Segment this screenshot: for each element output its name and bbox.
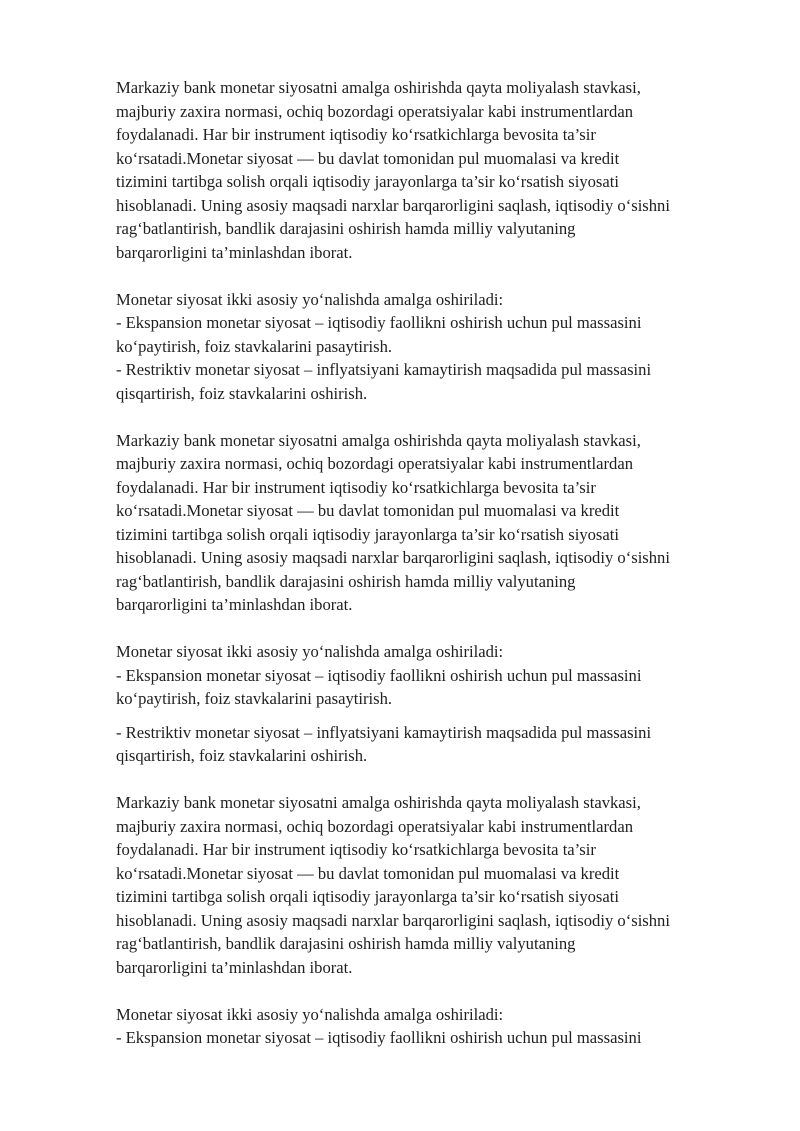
list-item-line: - Restriktiv monetar siyosat – inflyatsiyani kamaytirish maqsadida pul massasini: [116, 722, 652, 742]
list-item-line: ko‘paytirish, foiz stavkalarini pasaytirish.: [116, 336, 393, 356]
list-item-line: - Ekspansion monetar siyosat – iqtisodiy faollikni oshirish uchun pul massasini: [116, 665, 642, 685]
paragraph-spacer: [116, 405, 766, 429]
paragraph-spacer: [116, 979, 766, 1003]
paragraph-spacer: [116, 768, 766, 792]
list-item-line: qisqartirish, foiz stavkalarini oshirish.: [116, 746, 368, 765]
paragraph-5: [116, 721, 766, 768]
text-line: barqarorligini ta’minlashdan iborat.: [116, 595, 353, 614]
text-line: tizimini tartibga solish orqali iqtisodiy jarayonlarga ta’sir ko‘rsatish siyosati: [116, 172, 619, 191]
text-line: barqarorligini ta’minlashdan iborat.: [116, 242, 353, 262]
text-line: foydalanadi. Har bir instrument iqtisodiy ko‘rsatkichlarga bevosita ta’sir: [116, 477, 596, 497]
text-line: Monetar siyosat ikki asosiy yo‘nalishda amalga oshiriladi:: [116, 642, 504, 661]
text-line: ko‘rsatadi.Monetar siyosat — bu davlat tomonidan pul muomalasi va kredit: [116, 501, 620, 520]
text-line: tizimini tartibga solish orqali iqtisodiy jarayonlarga ta’sir ko‘rsatish siyosati: [116, 887, 619, 906]
paragraph-7: [116, 1003, 766, 1050]
paragraph-6: [116, 791, 766, 979]
text-line: majburiy zaxira normasi, ochiq bozordagi operatsiyalar kabi instrumentlardan: [116, 816, 633, 836]
text-line: hisoblanadi. Uning asosiy maqsadi narxlar barqarorligini saqlash, iqtisodiy o‘sishni: [116, 910, 670, 930]
text-line: hisoblanadi. Uning asosiy maqsadi narxlar barqarorligini saqlash, iqtisodiy o‘sishni: [116, 548, 670, 567]
paragraph-spacer: [116, 617, 766, 641]
text-line: rag‘batlantirish, bandlik darajasini oshirish hamda milliy valyutaning: [116, 934, 576, 953]
list-item-line: - Ekspansion monetar siyosat – iqtisodiy faollikni oshirish uchun pul massasini: [116, 313, 642, 332]
list-item-line: - Restriktiv monetar siyosat – inflyatsiyani kamaytirish maqsadida pul massasini: [116, 360, 652, 379]
text-line: barqarorligini ta’minlashdan iborat.: [116, 957, 353, 977]
list-item-line: qisqartirish, foiz stavkalarini oshirish.: [116, 383, 368, 403]
text-line: Markaziy bank monetar siyosatni amalga oshirishda qayta moliyalash stavkasi,: [116, 430, 641, 450]
text-line: majburiy zaxira normasi, ochiq bozordagi operatsiyalar kabi instrumentlardan: [116, 454, 633, 473]
text-line: Markaziy bank monetar siyosatni amalga oshirishda qayta moliyalash stavkasi,: [116, 793, 641, 812]
text-line: foydalanadi. Har bir instrument iqtisodiy ko‘rsatkichlarga bevosita ta’sir: [116, 125, 596, 144]
text-line: tizimini tartibga solish orqali iqtisodiy jarayonlarga ta’sir ko‘rsatish siyosati: [116, 524, 619, 544]
list-item-line: ko‘paytirish, foiz stavkalarini pasaytirish.: [116, 689, 393, 708]
text-line: hisoblanadi. Uning asosiy maqsadi narxlar barqarorligini saqlash, iqtisodiy o‘sishni: [116, 195, 670, 215]
document-body: [116, 76, 766, 1050]
list-item-line: - Ekspansion monetar siyosat – iqtisodiy faollikni oshirish uchun pul massasini: [116, 1028, 642, 1047]
text-line: majburiy zaxira normasi, ochiq bozordagi operatsiyalar kabi instrumentlardan: [116, 101, 633, 121]
text-line: rag‘batlantirish, bandlik darajasini oshirish hamda milliy valyutaning: [116, 219, 576, 238]
text-line: foydalanadi. Har bir instrument iqtisodiy ko‘rsatkichlarga bevosita ta’sir: [116, 840, 596, 859]
item-spacer: [116, 711, 766, 721]
text-line: ko‘rsatadi.Monetar siyosat — bu davlat tomonidan pul muomalasi va kredit: [116, 148, 620, 168]
paragraph-2: [116, 288, 766, 406]
paragraph-1: [116, 76, 766, 264]
paragraph-4: [116, 640, 766, 711]
paragraph-spacer: [116, 264, 766, 288]
text-line: Monetar siyosat ikki asosiy yo‘nalishda amalga oshiriladi:: [116, 1004, 504, 1024]
text-line: ko‘rsatadi.Monetar siyosat — bu davlat tomonidan pul muomalasi va kredit: [116, 863, 620, 883]
text-line: Monetar siyosat ikki asosiy yo‘nalishda amalga oshiriladi:: [116, 289, 504, 309]
text-line: Markaziy bank monetar siyosatni amalga oshirishda qayta moliyalash stavkasi,: [116, 78, 641, 97]
paragraph-3: [116, 429, 766, 617]
text-line: rag‘batlantirish, bandlik darajasini oshirish hamda milliy valyutaning: [116, 571, 576, 591]
